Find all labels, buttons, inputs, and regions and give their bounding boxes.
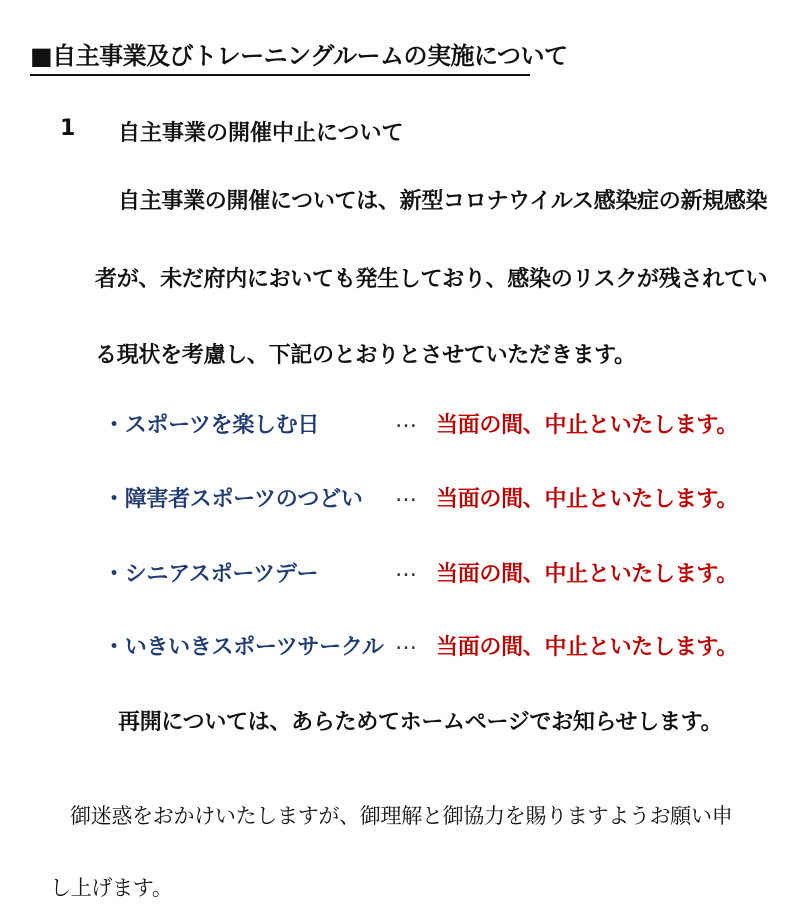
- page-title: ■自主事業及びトレーニングルームの実施について: [30, 42, 568, 70]
- event-item: [103, 630, 783, 664]
- leader-dots: …: [395, 482, 417, 507]
- event-status: 当面の間、中止といたします。: [436, 413, 739, 438]
- event-item: [103, 557, 783, 591]
- leader-dots: …: [395, 630, 417, 655]
- leader-dots: …: [395, 408, 417, 433]
- resume-note: 再開については、あらためてホームページでお知らせします。: [118, 710, 723, 735]
- section-title: 自主事業の開催中止について: [118, 121, 404, 146]
- event-item: [103, 408, 783, 442]
- title-underline: [30, 74, 530, 76]
- section-number: 1: [60, 116, 76, 141]
- closing-line: 御迷惑をおかけいたしますが、御理解と御協力を賜りますようお願い申: [70, 804, 733, 828]
- event-status: 当面の間、中止といたします。: [436, 562, 739, 587]
- event-name: ・いきいきスポーツサークル: [103, 635, 384, 660]
- event-status: 当面の間、中止といたします。: [436, 635, 739, 660]
- paragraph-line: 自主事業の開催については、新型コロナウイルス感染症の新規感染: [118, 189, 768, 214]
- event-status: 当面の間、中止といたします。: [436, 487, 739, 512]
- closing-line: し上げます。: [50, 876, 173, 900]
- event-item: [103, 482, 783, 516]
- leader-dots: …: [395, 557, 417, 582]
- event-name: ・シニアスポーツデー: [103, 562, 319, 587]
- event-name: ・スポーツを楽しむ日: [103, 413, 320, 438]
- paragraph-line: 者が、未だ府内においても発生しており、感染のリスクが残されてい: [95, 267, 768, 292]
- event-name: ・障害者スポーツのつどい: [103, 487, 363, 512]
- paragraph-line: る現状を考慮し、下記のとおりとさせていただきます。: [95, 343, 636, 368]
